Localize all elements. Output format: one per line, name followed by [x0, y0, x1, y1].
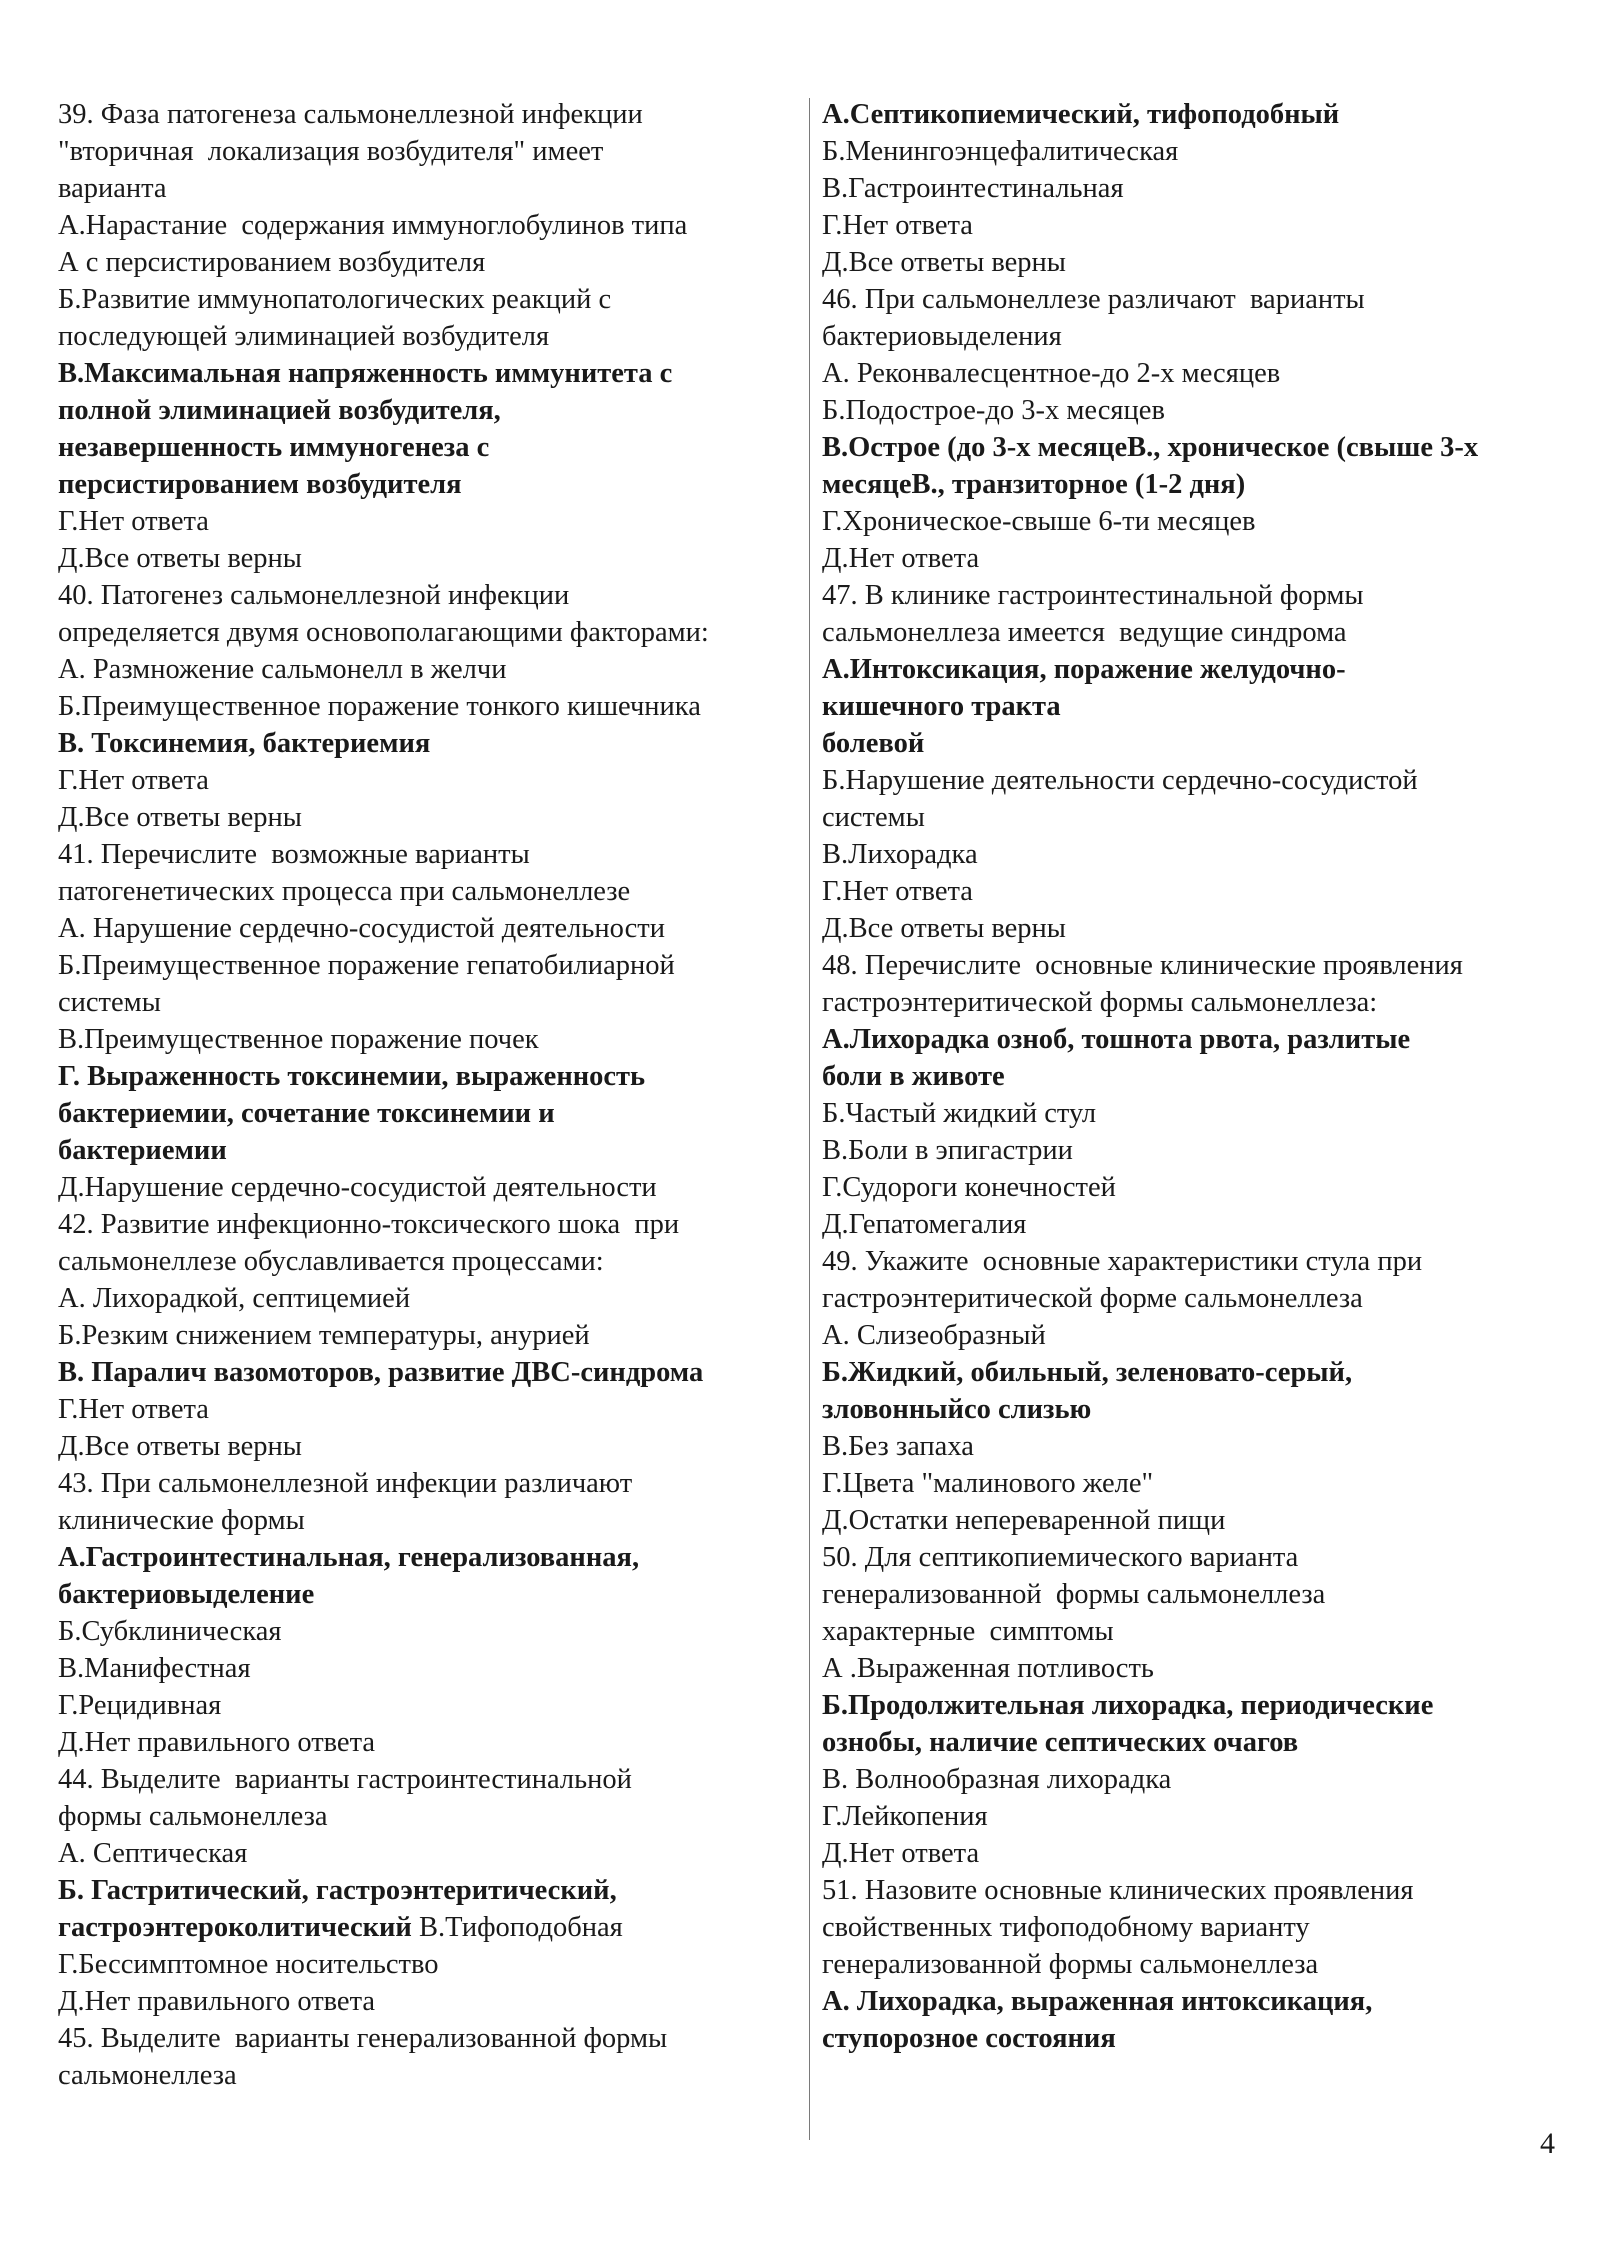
- text-line: В.Манифестная: [58, 1653, 251, 1684]
- text-line: В.Острое (до 3-х месяцеВ., хроническое (свыше 3-х: [822, 432, 1479, 463]
- text-line: патогенетических процесса при сальмонеллезе: [58, 876, 631, 907]
- text-line: болевой: [822, 728, 925, 759]
- text-line: персистированием возбудителя: [58, 469, 462, 500]
- text-line: последующей элиминацией возбудителя: [58, 321, 550, 352]
- text-line: 43. При сальмонеллезной инфекции различают: [58, 1468, 633, 1499]
- text-line: характерные симптомы: [822, 1616, 1114, 1647]
- text-line: варианта: [58, 173, 167, 204]
- text-segment: гастроэнтероколитический: [58, 1912, 412, 1943]
- text-line: Б.Жидкий, обильный, зеленовато-серый,: [822, 1357, 1353, 1388]
- text-line: А. Септическая: [58, 1838, 248, 1869]
- text-line: Г.Судороги конечностей: [822, 1172, 1116, 1203]
- text-line: 44. Выделите варианты гастроинтестинальной: [58, 1764, 632, 1795]
- text-segment: В.Тифоподобная: [411, 1912, 623, 1943]
- text-line: Б.Резким снижением температуры, анурией: [58, 1320, 590, 1351]
- column-divider: [809, 98, 810, 2140]
- right-column: [822, 96, 1577, 2057]
- text-line: Г.Цвета "малинового желе": [822, 1468, 1154, 1499]
- text-line: Б.Преимущественное поражение гепатобилиарной: [58, 950, 675, 981]
- text-line: генерализованной формы сальмонеллеза: [822, 1579, 1326, 1610]
- text-line: Д.Нарушение сердечно-сосудистой деятельности: [58, 1172, 657, 1203]
- text-line: Д.Все ответы верны: [58, 543, 302, 574]
- text-line: Д.Нет ответа: [822, 1838, 980, 1869]
- text-line: бактериемии, сочетание токсинемии и: [58, 1098, 555, 1129]
- text-line: бактериовыделения: [822, 321, 1062, 352]
- text-line: Г.Нет ответа: [58, 506, 209, 537]
- text-line: определяется двумя основополагающими факторами:: [58, 617, 709, 648]
- text-line: гастроэнтеритической формы сальмонеллеза:: [822, 987, 1378, 1018]
- text-line: 51. Назовите основные клинических проявления: [822, 1875, 1414, 1906]
- text-line: незавершенность иммуногенеза с: [58, 432, 490, 463]
- text-line: Г.Лейкопения: [822, 1801, 988, 1832]
- text-line: бактериовыделение: [58, 1579, 315, 1610]
- text-line: 48. Перечислите основные клинические проявления: [822, 950, 1463, 981]
- text-line: Б.Менингоэнцефалитическая: [822, 136, 1179, 167]
- text-line: В. Паралич вазомоторов, развитие ДВС-синдрома: [58, 1357, 704, 1388]
- text-line: В.Боли в эпигастрии: [822, 1135, 1073, 1166]
- text-line: Д.Все ответы верны: [822, 913, 1066, 944]
- text-line: В.Лихорадка: [822, 839, 978, 870]
- text-line: Б.Подострое-до 3-х месяцев: [822, 395, 1165, 426]
- text-line: ступорозное состояния: [822, 2023, 1116, 2054]
- text-line: А.Интоксикация, поражение желудочно-: [822, 654, 1346, 685]
- text-line: Г.Рецидивная: [58, 1690, 222, 1721]
- text-line: Д.Нет правильного ответа: [58, 1986, 376, 2017]
- text-line: В.Гастроинтестинальная: [822, 173, 1124, 204]
- text-line: Д.Гепатомегалия: [822, 1209, 1027, 1240]
- text-line: 40. Патогенез сальмонеллезной инфекции: [58, 580, 570, 611]
- page-number: 4: [1540, 2127, 1555, 2160]
- text-line: Г.Нет ответа: [822, 210, 973, 241]
- text-line: свойственных тифоподобному варианту: [822, 1912, 1310, 1943]
- text-line: полной элиминацией возбудителя,: [58, 395, 501, 426]
- text-line: сальмонеллеза имеется ведущие синдрома: [822, 617, 1347, 648]
- text-line: 41. Перечислите возможные варианты: [58, 839, 530, 870]
- text-line: Д.Все ответы верны: [58, 1431, 302, 1462]
- text-line: [58, 1909, 810, 1946]
- text-line: Г.Нет ответа: [822, 876, 973, 907]
- text-line: А.Лихорадка озноб, тошнота рвота, разлитые: [822, 1024, 1411, 1055]
- text-line: А. Лихорадка, выраженная интоксикация,: [822, 1986, 1373, 2017]
- text-line: сальмонеллеза: [58, 2060, 237, 2091]
- text-line: Б.Частый жидкий стул: [822, 1098, 1097, 1129]
- text-line: Б.Субклиническая: [58, 1616, 282, 1647]
- text-line: Б.Нарушение деятельности сердечно-сосудистой: [822, 765, 1418, 796]
- text-line: А.Нарастание содержания иммуноглобулинов типа: [58, 210, 688, 241]
- text-line: кишечного тракта: [822, 691, 1061, 722]
- text-line: Д.Все ответы верны: [58, 802, 302, 833]
- text-line: зловонныйсо слизью: [822, 1394, 1092, 1425]
- text-line: А.Гастроинтестинальная, генерализованная,: [58, 1542, 640, 1573]
- text-line: А. Размножение сальмонелл в желчи: [58, 654, 507, 685]
- text-line: месяцеВ., транзиторное (1-2 дня): [822, 469, 1246, 500]
- text-line: 46. При сальмонеллезе различают варианты: [822, 284, 1365, 315]
- text-line: Д.Нет ответа: [822, 543, 980, 574]
- text-line: гастроэнтеритической форме сальмонеллеза: [822, 1283, 1363, 1314]
- text-line: боли в животе: [822, 1061, 1005, 1092]
- text-line: 42. Развитие инфекционно-токсического шока при: [58, 1209, 680, 1240]
- text-line: системы: [822, 802, 925, 833]
- text-line: 39. Фаза патогенеза сальмонеллезной инфекции: [58, 99, 643, 130]
- text-line: 47. В клинике гастроинтестинальной формы: [822, 580, 1364, 611]
- text-line: Г.Хроническое-свыше 6-ти месяцев: [822, 506, 1256, 537]
- text-line: В.Преимущественное поражение почек: [58, 1024, 539, 1055]
- text-line: Б.Продолжительная лихорадка, периодические: [822, 1690, 1434, 1721]
- text-line: А. Лихорадкой, септицемией: [58, 1283, 411, 1314]
- text-line: Б.Развитие иммунопатологических реакций с: [58, 284, 612, 315]
- text-line: А. Нарушение сердечно-сосудистой деятельности: [58, 913, 665, 944]
- text-line: А .Выраженная потливость: [822, 1653, 1154, 1684]
- text-line: В. Волнообразная лихорадка: [822, 1764, 1172, 1795]
- text-line: В.Без запаха: [822, 1431, 974, 1462]
- text-line: Д.Все ответы верны: [822, 247, 1066, 278]
- text-line: А. Реконвалесцентное-до 2-х месяцев: [822, 358, 1281, 389]
- text-line: А.Септикопиемический, тифоподобный: [822, 99, 1340, 130]
- text-line: формы сальмонеллеза: [58, 1801, 328, 1832]
- text-line: клинические формы: [58, 1505, 305, 1536]
- text-line: А с персистированием возбудителя: [58, 247, 486, 278]
- text-line: Б. Гастритический, гастроэнтеритический,: [58, 1875, 617, 1906]
- text-line: Д.Нет правильного ответа: [58, 1727, 376, 1758]
- text-line: 45. Выделите варианты генерализованной формы: [58, 2023, 668, 2054]
- text-line: бактериемии: [58, 1135, 227, 1166]
- text-line: сальмонеллезе обуславливается процессами:: [58, 1246, 604, 1277]
- text-line: Г.Бессимптомное носительство: [58, 1949, 439, 1980]
- text-line: системы: [58, 987, 161, 1018]
- text-line: 50. Для септикопиемического варианта: [822, 1542, 1299, 1573]
- text-line: Г.Нет ответа: [58, 1394, 209, 1425]
- text-line: генерализованной формы сальмонеллеза: [822, 1949, 1319, 1980]
- text-line: А. Слизеобразный: [822, 1320, 1046, 1351]
- text-line: Д.Остатки непереваренной пищи: [822, 1505, 1226, 1536]
- text-line: Г. Выраженность токсинемии, выраженность: [58, 1061, 646, 1092]
- text-line: В. Токсинемия, бактериемия: [58, 728, 431, 759]
- text-line: Г.Нет ответа: [58, 765, 209, 796]
- left-column: [58, 96, 810, 2094]
- text-line: Б.Преимущественное поражение тонкого кишечника: [58, 691, 701, 722]
- text-line: 49. Укажите основные характеристики стула при: [822, 1246, 1423, 1277]
- text-line: ознобы, наличие септических очагов: [822, 1727, 1299, 1758]
- text-line: В.Максимальная напряженность иммунитета с: [58, 358, 673, 389]
- text-line: "вторичная локализация возбудителя" имеет: [58, 136, 604, 167]
